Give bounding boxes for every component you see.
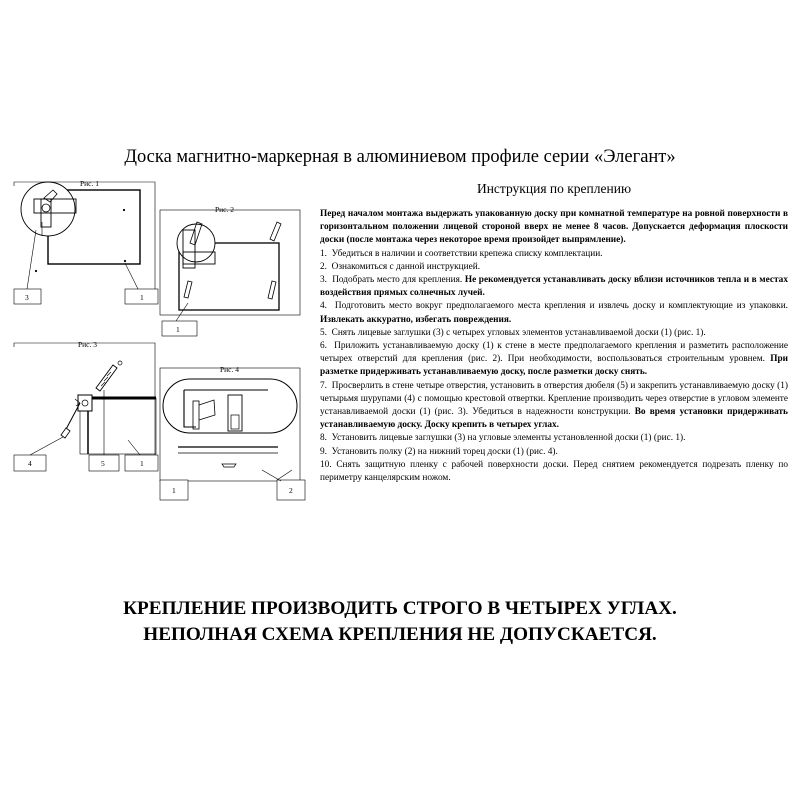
figure-1-callout-3: 3 (25, 293, 29, 302)
instructions-block (320, 181, 788, 485)
figure-4-callout-2: 2 (289, 486, 293, 495)
figure-1-callout-1: 1 (140, 293, 144, 302)
figure-4-callout-1: 1 (172, 486, 176, 495)
figure-3 (14, 340, 158, 471)
step-5: 5. Снять лицевые заглушки (3) с четырех угловых элементов устанавливаемой доски (1) (рис. 1). (320, 327, 706, 338)
step-3: 3. Подобрать место для крепления. Не рекомендуется устанавливать доску вблизи источников тепла и в местах воздействия прямых солнечных лучей. (320, 275, 788, 299)
step-8: 8. Установить лицевые заглушки (3) на угловые элементы установленной доски (1) (рис. 1). (320, 433, 686, 444)
figure-2-label: Рис. 2 (215, 205, 235, 214)
instructions-heading: Инструкция по креплению (476, 181, 632, 196)
step-2: 2. Ознакомиться с данной инструкцией. (320, 261, 481, 272)
figure-1-label: Рис. 1 (80, 179, 100, 188)
instructions-steps (320, 248, 788, 486)
figure-4 (160, 365, 305, 500)
step-1: 1. Убедиться в наличии и соответствии крепежа списку комплектации. (320, 248, 603, 259)
figure-3-callout-1: 1 (140, 459, 144, 468)
step-4: 4. Подготовить место вокруг предполагаемого места крепления и извлечь доску и комплектующие из упаковки. Извлекать аккуратно, избегать повреждения. (320, 301, 788, 325)
step-6: 6. Приложить устанавливаемую доску (1) к стене в месте предполагаемого крепления и разметить расположение четырех отверстий для крепления (рис. 2). При необходимости, воспользоваться строительным уровнем. При разметке придерживать устанавливаемую доску, после разметки доску снять. (320, 341, 788, 378)
figure-2-callout-1: 1 (176, 325, 180, 334)
warning-line-1: КРЕПЛЕНИЕ ПРОИЗВОДИТЬ СТРОГО В ЧЕТЫРЕХ УГЛАХ. (123, 598, 677, 619)
step-7: 7. Просверлить в стене четыре отверстия, установить в отверстия дюбеля (5) и закрепить устанавливаемую доску (1) четырьмя шурупами (4) с помощью крестовой отвертки. Крепление производить через отверстие в угловом элементе устанавливаемой доски (1) (рис. 3). Убедиться в надежности конструкции. Во время установки придерживать устанавливаемую доску. Доску крепить в четырех углах. (320, 380, 788, 431)
figure-2 (160, 205, 300, 336)
mounting-warning (0, 596, 800, 648)
figure-4-label: Рис. 4 (220, 365, 240, 374)
figure-3-callout-5: 5 (101, 459, 105, 468)
figure-1 (14, 179, 158, 304)
figure-3-label: Рис. 3 (78, 340, 98, 349)
instructions-intro: Перед началом монтажа выдержать упакованную доску при комнатной температуре на ровной поверхности в горизонтальном положении лицевой стороной вверх не менее 8 часов. Допускается деформация плоскости доски (после монтажа через некоторое время произойдет выпрямление). (320, 209, 788, 246)
figure-3-callout-4: 4 (28, 459, 32, 468)
step-9: 9. Установить полку (2) на нижний торец доски (1) (рис. 4). (320, 446, 558, 457)
step-10: 10. Снять защитную пленку с рабочей поверхности доски. Перед снятием рекомендуется подрезать пленку по периметру канцелярским ножом. (320, 459, 788, 484)
document-title: Доска магнитно-маркерная в алюминиевом профиле серии «Элегант» (124, 147, 676, 167)
warning-line-2: НЕПОЛНАЯ СХЕМА КРЕПЛЕНИЯ НЕ ДОПУСКАЕТСЯ. (143, 624, 657, 645)
